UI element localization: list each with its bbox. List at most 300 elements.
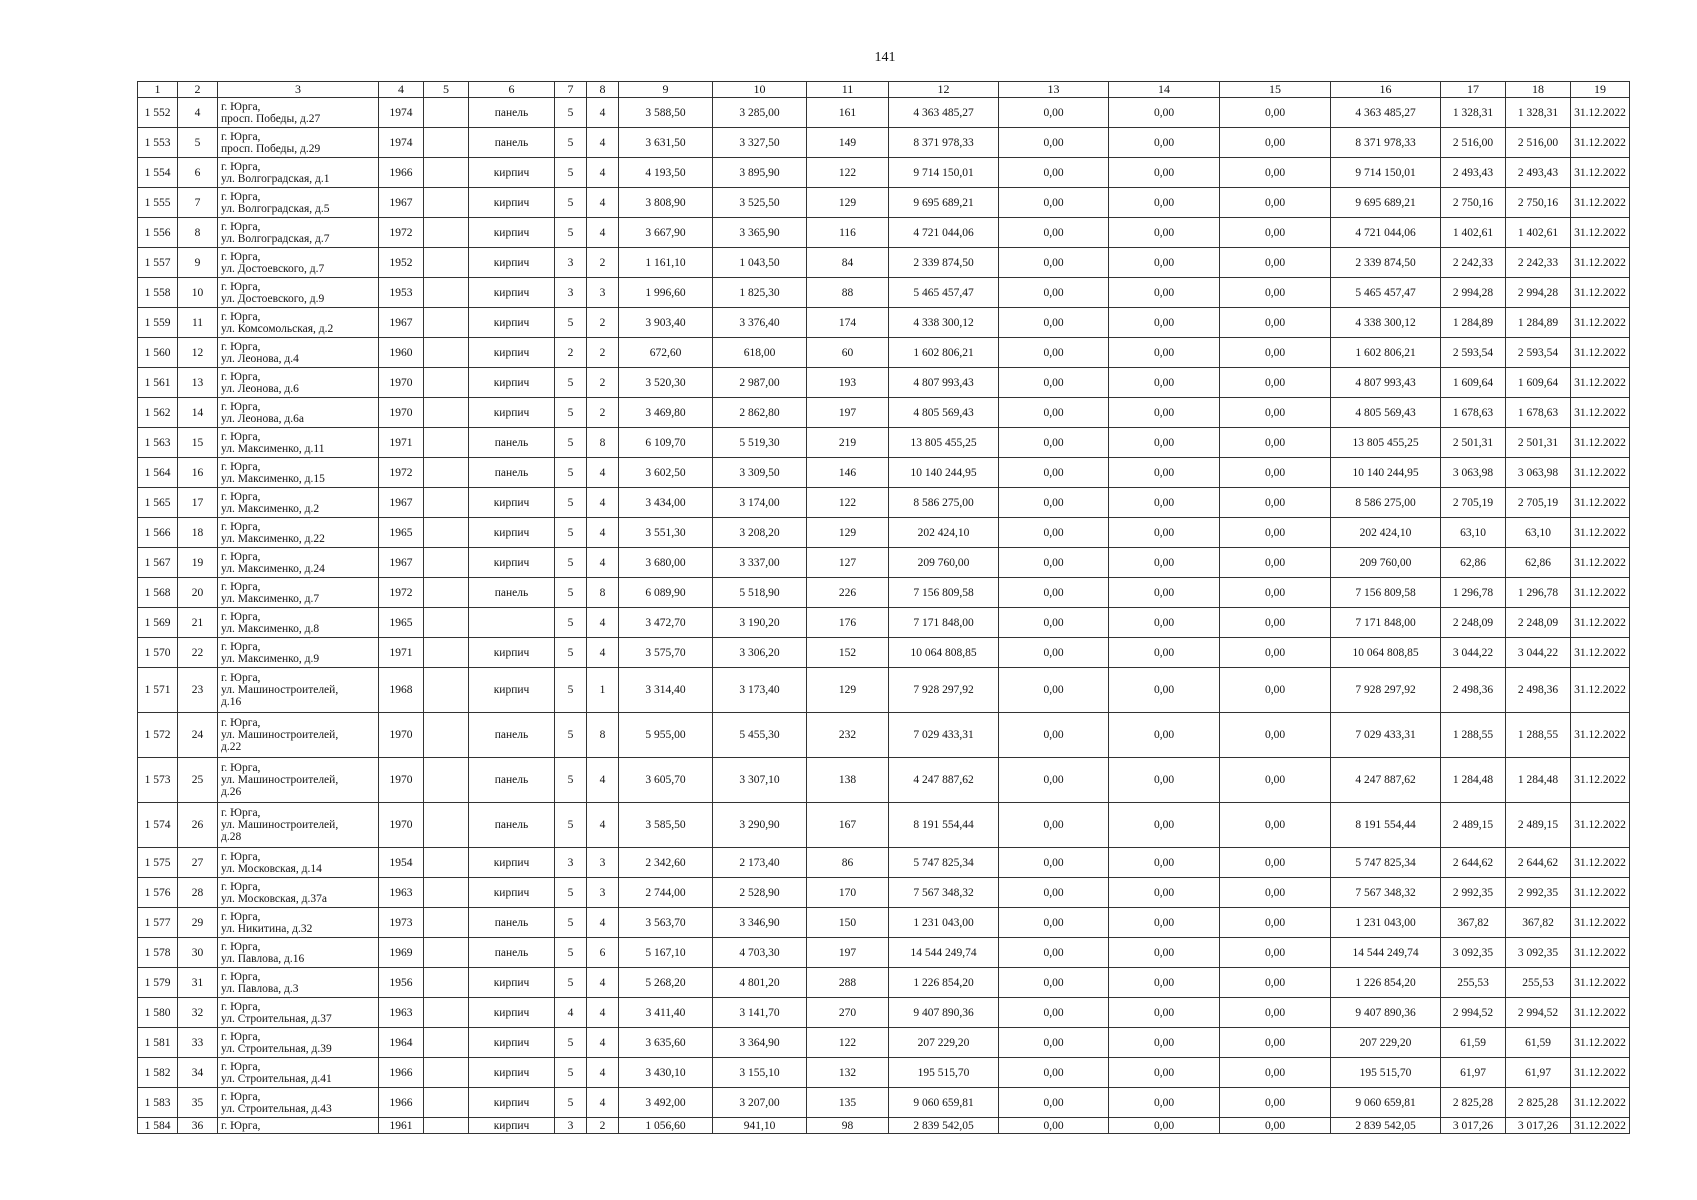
cell-col-13: 0,00 (999, 218, 1109, 248)
cell-col-5 (424, 158, 469, 188)
cell-col-4: 1966 (379, 158, 424, 188)
cell-col-1: 1 579 (138, 968, 178, 998)
cell-col-7: 5 (555, 368, 587, 398)
cell-col-11: 146 (807, 458, 889, 488)
cell-col-8: 4 (587, 188, 619, 218)
cell-col-8: 3 (587, 278, 619, 308)
cell-col-10: 5 455,30 (713, 713, 807, 758)
cell-col-8: 4 (587, 518, 619, 548)
cell-col-1: 1 577 (138, 908, 178, 938)
cell-col-16: 5 747 825,34 (1331, 848, 1441, 878)
cell-col-11: 122 (807, 488, 889, 518)
cell-col-14: 0,00 (1109, 908, 1220, 938)
cell-col-6: кирпич (469, 878, 555, 908)
cell-col-14: 0,00 (1109, 803, 1220, 848)
address-cell (218, 278, 379, 308)
cell-col-18: 2 248,09 (1506, 608, 1571, 638)
cell-col-12: 4 721 044,06 (889, 218, 999, 248)
cell-col-18: 2 750,16 (1506, 188, 1571, 218)
address-line: г. Юрга, (221, 490, 261, 503)
cell-col-16: 9 060 659,81 (1331, 1088, 1441, 1118)
cell-col-12: 9 714 150,01 (889, 158, 999, 188)
cell-col-16: 9 407 890,36 (1331, 998, 1441, 1028)
cell-col-8: 1 (587, 668, 619, 713)
cell-col-2: 31 (178, 968, 218, 998)
cell-col-4: 1960 (379, 338, 424, 368)
cell-col-15: 0,00 (1220, 188, 1331, 218)
cell-col-2: 10 (178, 278, 218, 308)
cell-col-4: 1968 (379, 668, 424, 713)
cell-col-13: 0,00 (999, 938, 1109, 968)
table-row (138, 368, 1630, 398)
address-line: г. Юрга, (221, 340, 261, 353)
cell-col-14: 0,00 (1109, 518, 1220, 548)
cell-col-10: 3 141,70 (713, 998, 807, 1028)
cell-col-19: 31.12.2022 (1571, 278, 1630, 308)
cell-col-8: 4 (587, 548, 619, 578)
address-cell (218, 998, 379, 1028)
cell-col-5 (424, 1058, 469, 1088)
address-cell (218, 428, 379, 458)
cell-col-8: 4 (587, 458, 619, 488)
cell-col-8: 2 (587, 368, 619, 398)
cell-col-17: 2 992,35 (1441, 878, 1506, 908)
cell-col-16: 207 229,20 (1331, 1028, 1441, 1058)
cell-col-14: 0,00 (1109, 248, 1220, 278)
cell-col-18: 2 994,28 (1506, 278, 1571, 308)
cell-col-14: 0,00 (1109, 398, 1220, 428)
cell-col-13: 0,00 (999, 908, 1109, 938)
cell-col-19: 31.12.2022 (1571, 428, 1630, 458)
address-cell (218, 848, 379, 878)
cell-col-16: 1 231 043,00 (1331, 908, 1441, 938)
cell-col-9: 3 520,30 (619, 368, 713, 398)
cell-col-19: 31.12.2022 (1571, 488, 1630, 518)
address-line: г. Юрга, (221, 1119, 261, 1132)
address-line: г. Юрга, (221, 580, 261, 593)
cell-col-19: 31.12.2022 (1571, 1028, 1630, 1058)
cell-col-18: 255,53 (1506, 968, 1571, 998)
address-cell (218, 1028, 379, 1058)
cell-col-13: 0,00 (999, 713, 1109, 758)
table-row (138, 188, 1630, 218)
cell-col-11: 167 (807, 803, 889, 848)
address-line: ул. Машиностроителей, (221, 729, 339, 741)
cell-col-10: 3 208,20 (713, 518, 807, 548)
cell-col-7: 5 (555, 578, 587, 608)
cell-col-14: 0,00 (1109, 458, 1220, 488)
cell-col-4: 1965 (379, 518, 424, 548)
cell-col-8: 2 (587, 248, 619, 278)
cell-col-2: 12 (178, 338, 218, 368)
cell-col-5 (424, 98, 469, 128)
cell-col-11: 122 (807, 1028, 889, 1058)
cell-col-4: 1972 (379, 458, 424, 488)
cell-col-7: 5 (555, 668, 587, 713)
cell-col-4: 1953 (379, 278, 424, 308)
cell-col-19: 31.12.2022 (1571, 338, 1630, 368)
cell-col-1: 1 568 (138, 578, 178, 608)
cell-col-9: 672,60 (619, 338, 713, 368)
cell-col-12: 13 805 455,25 (889, 428, 999, 458)
cell-col-5 (424, 1088, 469, 1118)
cell-col-6: панель (469, 758, 555, 803)
address-cell (218, 368, 379, 398)
cell-col-12: 195 515,70 (889, 1058, 999, 1088)
cell-col-10: 3 346,90 (713, 908, 807, 938)
cell-col-19: 31.12.2022 (1571, 668, 1630, 713)
cell-col-8: 4 (587, 758, 619, 803)
table-row (138, 398, 1630, 428)
cell-col-8: 2 (587, 338, 619, 368)
cell-col-4: 1971 (379, 638, 424, 668)
address-cell (218, 908, 379, 938)
cell-col-9: 3 667,90 (619, 218, 713, 248)
cell-col-17: 2 498,36 (1441, 668, 1506, 713)
table-row (138, 608, 1630, 638)
cell-col-2: 16 (178, 458, 218, 488)
cell-col-18: 63,10 (1506, 518, 1571, 548)
address-line: ул. Леонова, д.6 (221, 382, 299, 395)
cell-col-10: 941,10 (713, 1118, 807, 1134)
cell-col-4: 1972 (379, 578, 424, 608)
address-line: ул. Максименко, д.9 (221, 652, 320, 665)
cell-col-2: 18 (178, 518, 218, 548)
cell-col-11: 135 (807, 1088, 889, 1118)
cell-col-14: 0,00 (1109, 188, 1220, 218)
cell-col-17: 3 092,35 (1441, 938, 1506, 968)
cell-col-11: 170 (807, 878, 889, 908)
cell-col-15: 0,00 (1220, 218, 1331, 248)
cell-col-11: 150 (807, 908, 889, 938)
cell-col-19: 31.12.2022 (1571, 938, 1630, 968)
cell-col-17: 3 017,26 (1441, 1118, 1506, 1134)
address-line: просп. Победы, д.29 (221, 142, 321, 155)
cell-col-11: 288 (807, 968, 889, 998)
cell-col-10: 1 043,50 (713, 248, 807, 278)
cell-col-17: 2 248,09 (1441, 608, 1506, 638)
address-line: г. Юрга, (221, 1030, 261, 1043)
cell-col-11: 226 (807, 578, 889, 608)
cell-col-17: 2 593,54 (1441, 338, 1506, 368)
cell-col-17: 61,59 (1441, 1028, 1506, 1058)
cell-col-16: 8 371 978,33 (1331, 128, 1441, 158)
cell-col-6: панель (469, 908, 555, 938)
cell-col-15: 0,00 (1220, 1088, 1331, 1118)
cell-col-2: 26 (178, 803, 218, 848)
cell-col-1: 1 578 (138, 938, 178, 968)
cell-col-12: 10 140 244,95 (889, 458, 999, 488)
cell-col-9: 3 605,70 (619, 758, 713, 803)
address-line: г. Юрга, (221, 880, 261, 893)
address-cell (218, 188, 379, 218)
cell-col-4: 1974 (379, 128, 424, 158)
cell-col-11: 98 (807, 1118, 889, 1134)
cell-col-9: 3 680,00 (619, 548, 713, 578)
cell-col-1: 1 557 (138, 248, 178, 278)
address-line: г. Юрга, (221, 550, 261, 563)
cell-col-6: кирпич (469, 308, 555, 338)
cell-col-4: 1970 (379, 398, 424, 428)
cell-col-1: 1 571 (138, 668, 178, 713)
cell-col-18: 2 501,31 (1506, 428, 1571, 458)
cell-col-13: 0,00 (999, 878, 1109, 908)
cell-col-2: 7 (178, 188, 218, 218)
cell-col-10: 3 895,90 (713, 158, 807, 188)
address-line: ул. Никитина, д.32 (221, 922, 313, 935)
cell-col-14: 0,00 (1109, 578, 1220, 608)
cell-col-8: 4 (587, 98, 619, 128)
cell-col-12: 10 064 808,85 (889, 638, 999, 668)
cell-col-7: 5 (555, 428, 587, 458)
address-cell (218, 398, 379, 428)
address-cell (218, 638, 379, 668)
cell-col-13: 0,00 (999, 1088, 1109, 1118)
cell-col-8: 8 (587, 713, 619, 758)
cell-col-2: 32 (178, 998, 218, 1028)
cell-col-1: 1 555 (138, 188, 178, 218)
cell-col-9: 6 089,90 (619, 578, 713, 608)
cell-col-10: 5 518,90 (713, 578, 807, 608)
cell-col-9: 3 551,30 (619, 518, 713, 548)
cell-col-8: 3 (587, 848, 619, 878)
cell-col-8: 4 (587, 638, 619, 668)
cell-col-10: 3 307,10 (713, 758, 807, 803)
address-line: г. Юрга, (221, 910, 261, 923)
cell-col-13: 0,00 (999, 398, 1109, 428)
cell-col-14: 0,00 (1109, 878, 1220, 908)
table-row (138, 98, 1630, 128)
cell-col-10: 3 174,00 (713, 488, 807, 518)
cell-col-16: 10 140 244,95 (1331, 458, 1441, 488)
cell-col-12: 5 465 457,47 (889, 278, 999, 308)
address-cell (218, 578, 379, 608)
cell-col-11: 174 (807, 308, 889, 338)
cell-col-10: 4 801,20 (713, 968, 807, 998)
cell-col-10: 3 285,00 (713, 98, 807, 128)
cell-col-17: 2 489,15 (1441, 803, 1506, 848)
cell-col-14: 0,00 (1109, 998, 1220, 1028)
cell-col-13: 0,00 (999, 608, 1109, 638)
cell-col-13: 0,00 (999, 428, 1109, 458)
cell-col-7: 5 (555, 968, 587, 998)
cell-col-14: 0,00 (1109, 1058, 1220, 1088)
address-cell (218, 713, 379, 758)
cell-col-15: 0,00 (1220, 1118, 1331, 1134)
column-header-8: 8 (587, 82, 619, 98)
cell-col-8: 2 (587, 308, 619, 338)
cell-col-7: 5 (555, 188, 587, 218)
cell-col-17: 2 516,00 (1441, 128, 1506, 158)
cell-col-1: 1 554 (138, 158, 178, 188)
cell-col-4: 1970 (379, 368, 424, 398)
cell-col-16: 7 928 297,92 (1331, 668, 1441, 713)
cell-col-4: 1967 (379, 488, 424, 518)
cell-col-2: 24 (178, 713, 218, 758)
cell-col-9: 3 588,50 (619, 98, 713, 128)
cell-col-18: 2 242,33 (1506, 248, 1571, 278)
cell-col-2: 13 (178, 368, 218, 398)
cell-col-7: 5 (555, 398, 587, 428)
cell-col-15: 0,00 (1220, 938, 1331, 968)
cell-col-1: 1 583 (138, 1088, 178, 1118)
table-row (138, 848, 1630, 878)
cell-col-11: 60 (807, 338, 889, 368)
cell-col-11: 149 (807, 128, 889, 158)
address-cell (218, 758, 379, 803)
cell-col-2: 22 (178, 638, 218, 668)
address-line: ул. Максименко, д.15 (221, 472, 325, 485)
table-row (138, 638, 1630, 668)
cell-col-10: 2 173,40 (713, 848, 807, 878)
cell-col-4: 1961 (379, 1118, 424, 1134)
cell-col-4: 1964 (379, 1028, 424, 1058)
cell-col-14: 0,00 (1109, 848, 1220, 878)
address-cell (218, 1088, 379, 1118)
cell-col-13: 0,00 (999, 98, 1109, 128)
cell-col-17: 2 242,33 (1441, 248, 1506, 278)
cell-col-10: 2 862,80 (713, 398, 807, 428)
cell-col-13: 0,00 (999, 488, 1109, 518)
cell-col-2: 35 (178, 1088, 218, 1118)
cell-col-14: 0,00 (1109, 548, 1220, 578)
address-line: д.22 (221, 741, 242, 753)
address-cell (218, 668, 379, 713)
column-header-13: 13 (999, 82, 1109, 98)
column-header-9: 9 (619, 82, 713, 98)
cell-col-8: 4 (587, 1028, 619, 1058)
table-row (138, 218, 1630, 248)
cell-col-17: 63,10 (1441, 518, 1506, 548)
cell-col-14: 0,00 (1109, 608, 1220, 638)
cell-col-18: 61,97 (1506, 1058, 1571, 1088)
address-cell (218, 878, 379, 908)
address-line: г. Юрга, (221, 310, 261, 323)
cell-col-4: 1970 (379, 803, 424, 848)
cell-col-18: 62,86 (1506, 548, 1571, 578)
cell-col-11: 176 (807, 608, 889, 638)
cell-col-9: 3 563,70 (619, 908, 713, 938)
cell-col-4: 1963 (379, 878, 424, 908)
cell-col-1: 1 552 (138, 98, 178, 128)
cell-col-13: 0,00 (999, 338, 1109, 368)
cell-col-16: 9 714 150,01 (1331, 158, 1441, 188)
table-row (138, 278, 1630, 308)
cell-col-7: 3 (555, 848, 587, 878)
cell-col-5 (424, 638, 469, 668)
cell-col-1: 1 573 (138, 758, 178, 803)
column-header-14: 14 (1109, 82, 1220, 98)
cell-col-14: 0,00 (1109, 1028, 1220, 1058)
cell-col-8: 4 (587, 158, 619, 188)
cell-col-1: 1 561 (138, 368, 178, 398)
cell-col-7: 5 (555, 488, 587, 518)
address-line: г. Юрга, (221, 1090, 261, 1103)
cell-col-19: 31.12.2022 (1571, 908, 1630, 938)
cell-col-1: 1 582 (138, 1058, 178, 1088)
address-line: ул. Машиностроителей, (221, 774, 339, 786)
cell-col-7: 5 (555, 608, 587, 638)
cell-col-4: 1967 (379, 188, 424, 218)
cell-col-7: 5 (555, 158, 587, 188)
address-line: ул. Максименко, д.11 (221, 442, 325, 455)
cell-col-19: 31.12.2022 (1571, 548, 1630, 578)
cell-col-14: 0,00 (1109, 278, 1220, 308)
cell-col-12: 209 760,00 (889, 548, 999, 578)
cell-col-4: 1966 (379, 1088, 424, 1118)
cell-col-6: кирпич (469, 638, 555, 668)
cell-col-7: 5 (555, 548, 587, 578)
cell-col-1: 1 584 (138, 1118, 178, 1134)
cell-col-16: 209 760,00 (1331, 548, 1441, 578)
cell-col-15: 0,00 (1220, 158, 1331, 188)
cell-col-19: 31.12.2022 (1571, 398, 1630, 428)
address-line: г. Юрга, (221, 672, 261, 684)
cell-col-17: 3 044,22 (1441, 638, 1506, 668)
cell-col-19: 31.12.2022 (1571, 608, 1630, 638)
cell-col-8: 4 (587, 128, 619, 158)
cell-col-14: 0,00 (1109, 98, 1220, 128)
cell-col-14: 0,00 (1109, 938, 1220, 968)
column-header-7: 7 (555, 82, 587, 98)
address-line: ул. Волгоградская, д.1 (221, 172, 330, 185)
cell-col-16: 1 226 854,20 (1331, 968, 1441, 998)
table-row (138, 968, 1630, 998)
cell-col-9: 3 434,00 (619, 488, 713, 518)
cell-col-15: 0,00 (1220, 368, 1331, 398)
cell-col-16: 13 805 455,25 (1331, 428, 1441, 458)
cell-col-2: 6 (178, 158, 218, 188)
cell-col-6: панель (469, 428, 555, 458)
cell-col-4: 1965 (379, 608, 424, 638)
cell-col-17: 1 284,48 (1441, 758, 1506, 803)
address-line: г. Юрга, (221, 460, 261, 473)
cell-col-17: 3 063,98 (1441, 458, 1506, 488)
table-row (138, 1088, 1630, 1118)
cell-col-17: 2 825,28 (1441, 1088, 1506, 1118)
cell-col-13: 0,00 (999, 518, 1109, 548)
cell-col-7: 5 (555, 128, 587, 158)
cell-col-14: 0,00 (1109, 1088, 1220, 1118)
cell-col-5 (424, 338, 469, 368)
address-line: ул. Леонова, д.4 (221, 352, 299, 365)
cell-col-4: 1967 (379, 308, 424, 338)
cell-col-6: панель (469, 713, 555, 758)
cell-col-19: 31.12.2022 (1571, 158, 1630, 188)
cell-col-4: 1970 (379, 758, 424, 803)
cell-col-15: 0,00 (1220, 1028, 1331, 1058)
address-line: ул. Павлова, д.3 (221, 982, 299, 995)
page-number: 141 (874, 50, 896, 65)
cell-col-9: 2 342,60 (619, 848, 713, 878)
cell-col-9: 3 903,40 (619, 308, 713, 338)
cell-col-14: 0,00 (1109, 218, 1220, 248)
table-row (138, 488, 1630, 518)
address-line: ул. Строительная, д.39 (221, 1042, 332, 1055)
address-cell (218, 248, 379, 278)
cell-col-6: кирпич (469, 158, 555, 188)
cell-col-2: 11 (178, 308, 218, 338)
cell-col-15: 0,00 (1220, 338, 1331, 368)
cell-col-8: 2 (587, 398, 619, 428)
address-line: ул. Волгоградская, д.7 (221, 232, 330, 245)
cell-col-13: 0,00 (999, 1118, 1109, 1134)
cell-col-15: 0,00 (1220, 278, 1331, 308)
cell-col-5 (424, 848, 469, 878)
cell-col-5 (424, 668, 469, 713)
cell-col-1: 1 580 (138, 998, 178, 1028)
cell-col-19: 31.12.2022 (1571, 128, 1630, 158)
